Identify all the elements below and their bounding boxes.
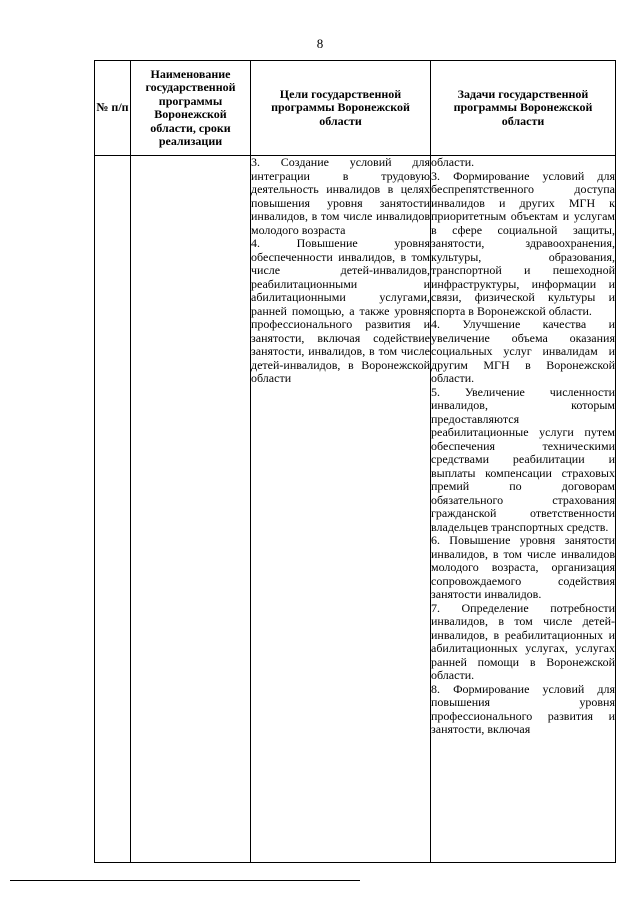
page-number: 8 (316, 36, 324, 51)
cell-goals (251, 156, 431, 863)
task-item: 3. Формирование условий для беспрепятственного доступа инвалидов и других МГН к приоритетным объектам и услугам в сфере социальной защиты, занятости, здравоохранения, культуры, образования, транспортной и пешеходной инфраструктуры, информации и связи, физической культуры и спорта в Воронежской области. (431, 168, 615, 318)
task-item: области. (431, 155, 475, 169)
task-item: 7. Определение потребности инвалидов, в том числе детей-инвалидов, в реабилитационных и абилитационных услугах, услугах ранней помощи в Воронежской области. (431, 600, 615, 682)
header-program-name: Наименование государственной программы Воронежской области, сроки реализации (131, 61, 251, 156)
task-item: 8. Формирование условий для повышения уровня профессионального развития и занятости, включая (431, 681, 615, 736)
footer-divider (10, 880, 360, 881)
program-table (94, 60, 616, 863)
cell-number (95, 156, 131, 863)
header-goals: Цели государственной программы Воронежской области (251, 61, 431, 156)
cell-program-name (131, 156, 251, 863)
task-item: 5. Увеличение численности инвалидов, которым предоставляются реабилитационные услуги путем обеспечения техническими средствами реабилитации и выплаты компенсации страховых премий по договорам обязательного страхования гражданской ответственности владельцев транспортных средств. (431, 384, 615, 534)
cell-tasks (431, 156, 616, 863)
task-item: 6. Повышение уровня занятости инвалидов, в том числе инвалидов молодого возраста, организация сопровождаемого содействия занятости инвалидов. (431, 533, 615, 601)
table-header-row (95, 61, 616, 156)
header-tasks: Задачи государственной программы Воронежской области (431, 61, 616, 156)
table-row (95, 156, 616, 863)
goal-item: 3. Создание условий для интеграции в трудовую деятельность инвалидов в целях повышения уровня занятости инвалидов, в том числе инвалидов молодого возраста (251, 155, 430, 237)
goal-item: 4. Повышение уровня обеспеченности инвалидов, в том числе детей-инвалидов, реабилитационными и абилитационными услугами, ранней помощью, а также уровня профессионального развития и занятости, включая содействие занятости, инвалидов, в том числе детей-инвалидов, в Воронежской области (251, 236, 430, 385)
task-item: 4. Улучшение качества и увеличение объема оказания социальных услуг инвалидам и другим МГН в Воронежской области. (431, 317, 615, 385)
header-number: № п/п (95, 61, 131, 156)
